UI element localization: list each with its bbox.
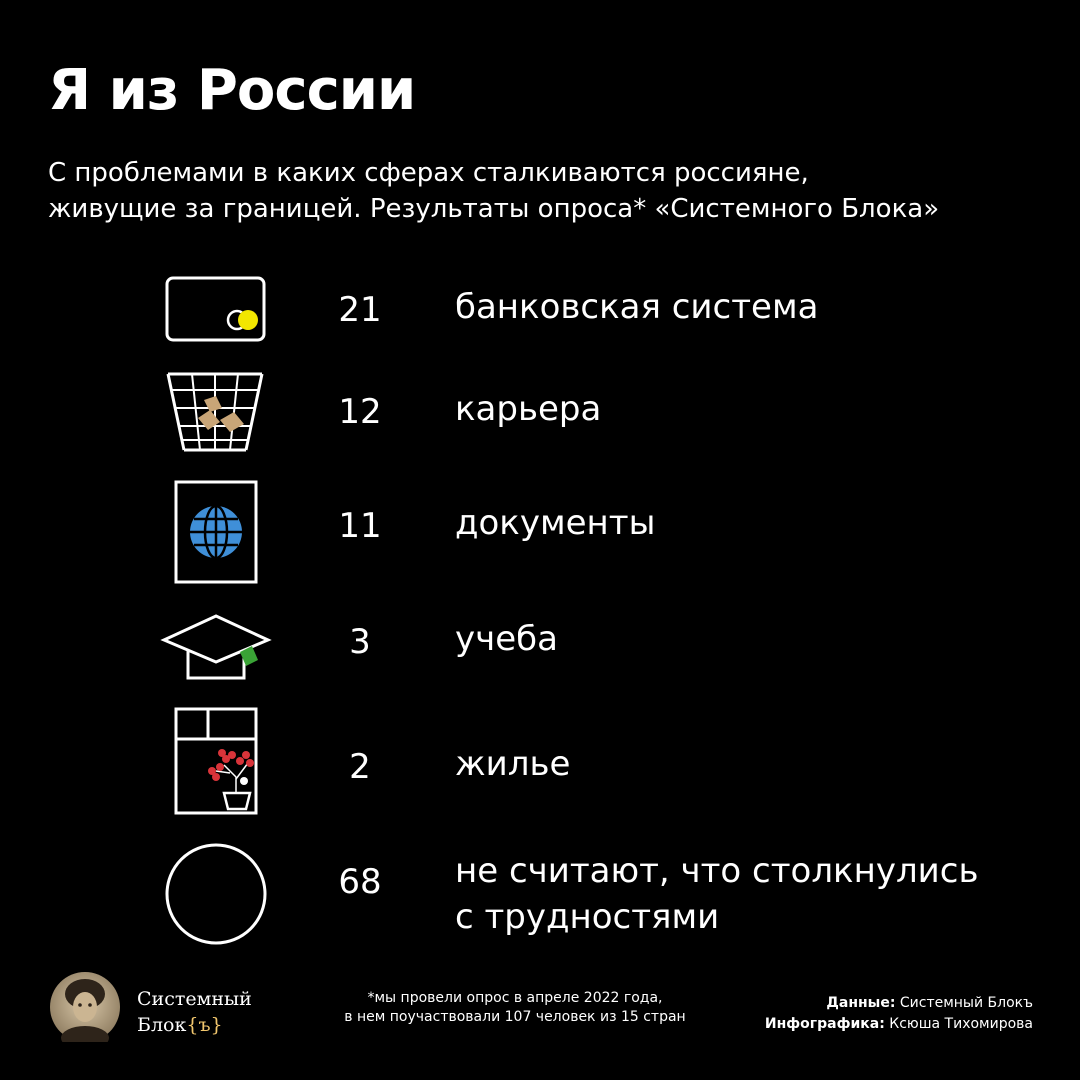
passport-icon	[160, 480, 272, 584]
label-no-difficulties-line-2: с трудностями	[455, 897, 720, 937]
value-no-difficulties: 68	[338, 862, 382, 902]
label-career: карьера	[455, 389, 602, 429]
brand-brace: {ъ}	[186, 1014, 223, 1036]
credits-graphics	[765, 1014, 1033, 1035]
window-plant-icon	[160, 707, 272, 815]
brand-line-2	[137, 1012, 252, 1038]
value-study: 3	[349, 622, 371, 662]
footnote-line-2: в нем поучаствовали 107 человек из 15 стран	[344, 1009, 686, 1025]
label-housing: жилье	[455, 744, 571, 784]
avatar	[50, 972, 120, 1046]
value-banking: 21	[338, 290, 382, 330]
bank-card-icon	[160, 276, 272, 344]
label-study: учеба	[455, 619, 558, 659]
subtitle-line-1: С проблемами в каких сферах сталкиваются россияне,	[48, 158, 809, 188]
credits	[765, 993, 1033, 1035]
footnote-line-1: *мы провели опрос в апреле 2022 года,	[367, 990, 663, 1006]
wastebasket-icon	[160, 370, 272, 454]
value-housing: 2	[349, 747, 371, 787]
value-documents: 11	[338, 506, 382, 546]
value-career: 12	[338, 392, 382, 432]
credits-data	[765, 993, 1033, 1014]
footnote	[300, 989, 730, 1027]
credits-graphics-label: Инфографика:	[764, 1016, 885, 1032]
subtitle-line-2: живущие за границей. Результаты опроса* «Системного Блока»	[48, 194, 940, 224]
graduation-cap-icon	[160, 610, 272, 682]
label-banking: банковская система	[455, 287, 819, 327]
label-no-difficulties	[455, 848, 1045, 940]
label-no-difficulties-line-1: не считают, что столкнулись	[455, 851, 979, 891]
circle-icon	[160, 842, 272, 946]
subtitle	[48, 155, 1048, 227]
credits-data-label: Данные:	[826, 995, 896, 1011]
brand-line-2-text: Блок	[137, 1014, 187, 1036]
label-documents: документы	[455, 503, 656, 543]
credits-data-value: Системный Блокъ	[899, 995, 1033, 1011]
credits-graphics-value: Ксюша Тихомирова	[889, 1016, 1033, 1032]
brand-logo-text	[137, 986, 252, 1038]
page-title: Я из России	[48, 58, 416, 123]
brand-line-1: Системный	[137, 988, 252, 1010]
